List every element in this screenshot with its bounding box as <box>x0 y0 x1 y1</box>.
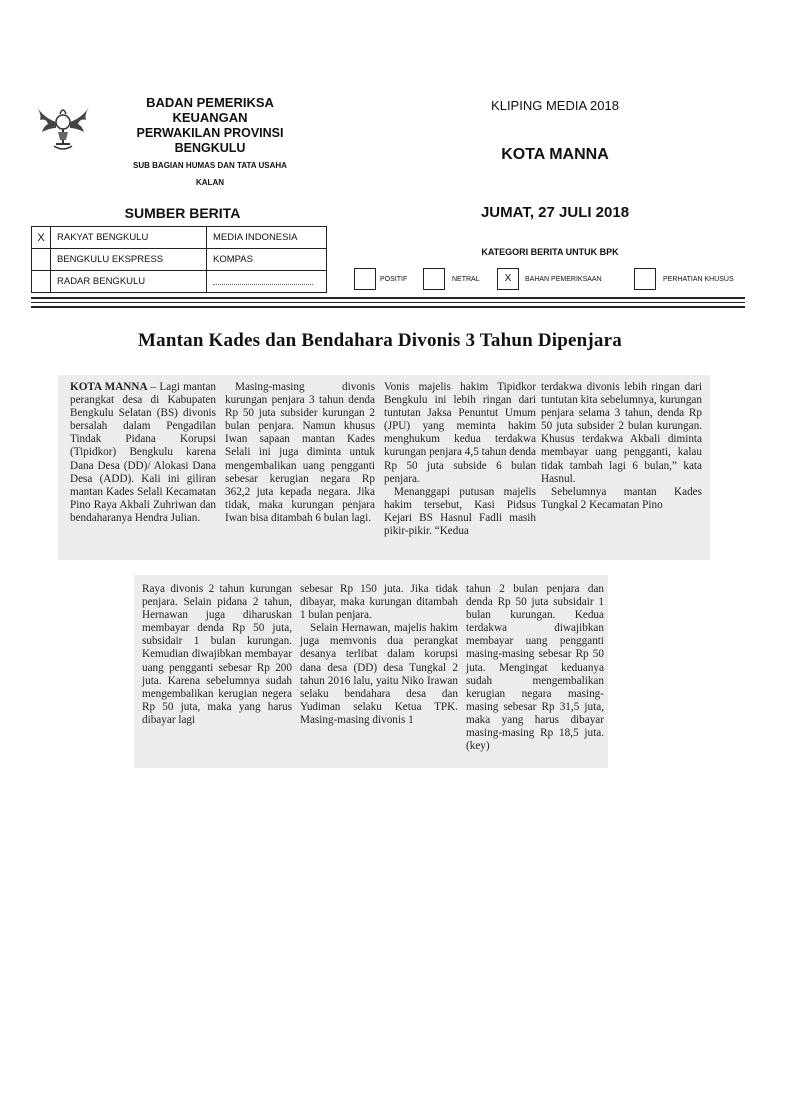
article-paragraph: Vonis majelis hakim Tipidkor Bengkulu ini lebih ringan dari tuntutan Jaksa Penuntut Umum (JPU) yang meminta hakim menghukum kedua terdakwa kurungan penjara 4,5 tahun denda Rp 50 juta subside 6 bulan penjara. <box>384 381 536 485</box>
source-row <box>32 227 327 249</box>
garuda-emblem-icon <box>30 92 96 158</box>
article-dateline: KOTA MANNA <box>70 381 148 393</box>
source-section-title: SUMBER BERITA <box>124 205 241 221</box>
category-checkbox-netral[interactable] <box>423 268 445 290</box>
region-title: KOTA MANNA <box>501 146 609 163</box>
category-label-positif: POSITIF <box>380 276 408 283</box>
category-label-netral: NETRAL <box>452 276 480 283</box>
org-line-1: BADAN PEMERIKSA <box>146 95 274 110</box>
source-name: MEDIA INDONESIA <box>207 227 327 249</box>
article-column <box>541 381 702 512</box>
article-paragraph: Masing-masing divonis kurungan penjara 3 tahun denda Rp 50 juta subsider kurungan 2 bulan penjara. Namun khusus Iwan sapaan mantan Kades Selali ini juga diminta untuk mengembalikan uang pengganti sebesar kerugian negara Rp 362,2 juta kepada negara. Jika tidak, maka kurungan penjara Iwan bisa ditambah 6 bulan lagi. <box>225 381 375 524</box>
divider <box>31 297 745 299</box>
category-checkbox-bahan-pemeriksaan[interactable]: X <box>497 268 519 290</box>
unit-name: SUB BAGIAN HUMAS DAN TATA USAHA <box>133 161 287 170</box>
kliping-title: KLIPING MEDIA 2018 <box>491 98 619 113</box>
divider <box>31 306 745 308</box>
article-column <box>70 381 216 525</box>
article-headline: Mantan Kades dan Bendahara Divonis 3 Tahun Dipenjara <box>138 330 622 351</box>
article-paragraph: terdakwa divonis lebih ringan dari tuntutan kita sebelumnya, kurungan penjara selama 3 tahun, denda Rp 50 juta subsider 2 bulan kurungan. Khusus terdakwa Akbali diminta membayar uang pengganti, kalau tidak tambah lagi 6 bulan,” kata Hasnul. <box>541 381 702 485</box>
source-other-blank <box>207 271 327 293</box>
source-name: RADAR BENGKULU <box>51 271 207 293</box>
org-branch <box>110 126 310 156</box>
article-column <box>300 583 458 727</box>
article-column <box>466 583 604 753</box>
source-name: KOMPAS <box>207 249 327 271</box>
article-column <box>384 381 536 538</box>
category-label-perhatian-khusus: PERHATIAN KHUSUS <box>663 276 734 283</box>
article-paragraph: Raya divonis 2 tahun kurungan penjara. Selain pidana 2 tahun, Hernawan juga diharuskan membayar denda Rp 50 juta, subsidair 1 bulan kurungan. Kemudian diwajibkan membayar uang pengganti sebesar Rp 200 juta. Karena sebelumnya sudah mengembalikan kerugian negera Rp 50 juta, maka yang harus dibayar lagi <box>142 583 292 726</box>
article-text: – Lagi mantan perangkat desa di Kabupaten Bengkulu Selatan (BS) divonis bersalah dalam Pengadilan Tindak Pidana Korupsi (Tipidkor) Bengkulu karena Dana Desa (DD)/ Alokasi Dana Desa (ADD). Kali ini giliran mantan Kades Selali Kecamatan Pino Raya Akbali Zuhriwan dan bendaharanya Hendra Julian. <box>70 381 217 524</box>
source-mark <box>32 249 51 271</box>
org-line-3: PERWAKILAN PROVINSI <box>136 126 284 140</box>
article-paragraph: Menanggapi putusan majelis hakim tersebut, Kasi Pidsus Kejari BS Hasnul Fadli masih pikir-pikir. “Kedua <box>384 485 536 538</box>
source-table <box>31 226 327 293</box>
org-name <box>110 95 310 125</box>
category-section-title: KATEGORI BERITA UNTUK BPK <box>481 247 619 257</box>
source-name: RAKYAT BENGKULU <box>51 227 207 249</box>
category-checkbox-positif[interactable] <box>354 268 376 290</box>
source-row <box>32 271 327 293</box>
category-label-bahan-pemeriksaan: BAHAN PEMERIKSAAN <box>525 276 602 283</box>
org-line-2: KEUANGAN <box>172 110 248 125</box>
article-paragraph: Selain Hernawan, majelis hakim juga memvonis dua perangkat desanya terlibat dalam korupsi dana desa (DD) desa Tungkal 2 tahun 2016 lalu, yaitu Niko Irawan selaku bendahara desa dan Yudiman selaku Ketua TPK. Masing-masing divonis 1 <box>300 622 458 726</box>
divider <box>31 302 745 303</box>
source-name: BENGKULU EKSPRESS <box>51 249 207 271</box>
source-mark <box>32 271 51 293</box>
article-column <box>225 381 375 525</box>
source-row <box>32 249 327 271</box>
source-mark: X <box>32 227 51 249</box>
article-column <box>142 583 292 727</box>
publication-date: JUMAT, 27 JULI 2018 <box>480 204 630 221</box>
category-checkbox-perhatian-khusus[interactable] <box>634 268 656 290</box>
article-paragraph: Sebelumnya mantan Kades Tungkal 2 Kecamatan Pino <box>541 485 702 511</box>
org-line-4: BENGKULU <box>174 141 246 155</box>
article-paragraph: tahun 2 bulan penjara dan denda Rp 50 juta subsidair 1 bulan kurungan. Kedua terdakwa diwajibkan membayar uang pengganti masing-masing sebesar Rp 50 juta. Mengingat keduanya sudah mengembalikan kerugian negara masing-masing sebesar Rp 31,5 juta, maka yang harus dibayar masing-masing Rp 18,5 juta.(key) <box>466 583 604 753</box>
unit-name-2: KALAN <box>196 178 224 187</box>
article-paragraph: sebesar Rp 150 juta. Jika tidak dibayar, maka kurungan ditambah 1 bulan penjara. <box>300 583 458 622</box>
dotted-line <box>213 275 313 285</box>
